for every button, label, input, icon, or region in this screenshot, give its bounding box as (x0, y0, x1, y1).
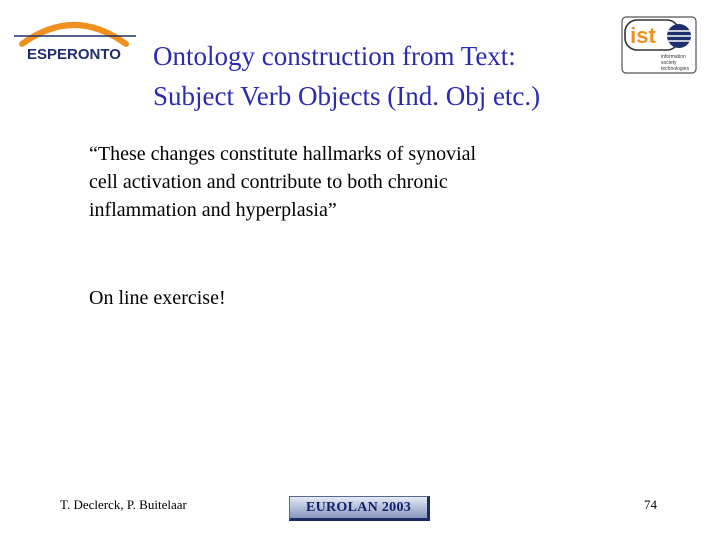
page-number: 74 (644, 497, 657, 512)
ist-subtext-3: technologies (661, 66, 690, 72)
eurolan-badge-text: EUROLAN 2003 (305, 499, 412, 515)
quote-line-3: inflammation and hyperplasia” (89, 199, 337, 221)
ist-logo (621, 16, 697, 74)
ist-subtext-1: information (661, 54, 686, 60)
esperonto-logo (8, 12, 140, 74)
title-line-1: Ontology construction from Text: (153, 41, 516, 71)
quote-line-2: cell activation and contribute to both chronic (89, 171, 448, 193)
ist-logo-text: ist (630, 23, 656, 48)
footer-authors: T. Declerck, P. Buitelaar (60, 497, 187, 512)
quote-line-1: “These changes constitute hallmarks of synovial (89, 143, 477, 165)
example-quote (89, 140, 649, 224)
ist-subtext-2: society (661, 60, 677, 66)
title-line-2: Subject Verb Objects (Ind. Obj etc.) (153, 81, 541, 111)
esperonto-logo-text: ESPERONTO (27, 46, 121, 63)
eurolan-badge (289, 496, 430, 521)
exercise-text: On line exercise! (89, 287, 226, 309)
slide-title (153, 36, 623, 116)
